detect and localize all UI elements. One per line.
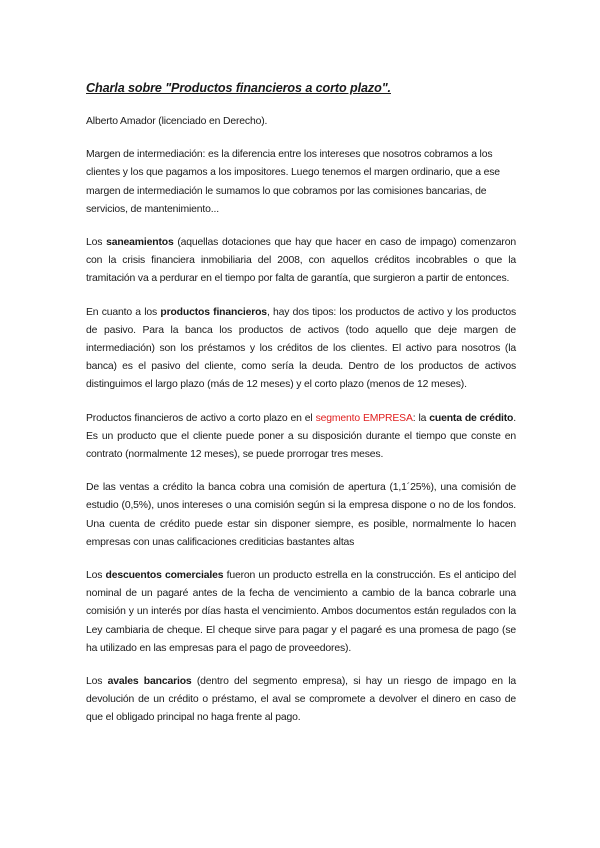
paragraph-avales (86, 673, 516, 728)
text-run: . Es un producto que el cliente puede poner a su disposición durante el tiempo que conste en contrato (normalmente 12 meses), se puede prorrogar tres meses. (86, 412, 517, 461)
paragraph-margen: Margen de intermediación: es la diferencia entre los intereses que nosotros cobramos a los clientes y los que pagamos a los impositores. Luego tenemos el margen ordinario, que a ese margen de intermediación le sumamos lo que cobramos por las comisiones bancarias, de servicios, de mantenimiento... (86, 149, 500, 215)
paragraph-descuentos (86, 567, 516, 658)
paragraph-comisiones: De las ventas a crédito la banca cobra una comisión de apertura (1,1´25%), una comisión de estudio (0,5%), unos intereses o una comisión según si la empresa dispone o no de los fondos. Una cuenta de crédito puede estar sin disponer siempre, es posible, normalmente lo hacen empresas con unas calificaciones crediticias bastantes altas (86, 482, 516, 548)
text-run: , hay dos tipos: los productos de activo y los productos de pasivo. Para la banca los productos de activos (todo aquello que deje margen de intermediación) son los préstamos y los créditos de los clientes. El activo para nosotros (la banca) es el pasivo del cliente, como sería la deuda. Dentro de los productos de activos distinguimos el largo plazo (más de 12 meses) y el corto plazo (menos de 12 meses). (86, 306, 517, 391)
text-run: Los (86, 570, 106, 582)
text-run: En cuanto a los (86, 306, 161, 318)
term-saneamientos: saneamientos (106, 237, 174, 249)
text-run: : la (412, 412, 430, 424)
term-descuentos-comerciales: descuentos comerciales (105, 570, 224, 582)
term-productos-financieros: productos financieros (160, 306, 267, 318)
paragraph-saneamientos (86, 234, 516, 289)
text-run: Los (86, 237, 107, 249)
paragraph-productos-financieros (86, 304, 516, 395)
author-line: Alberto Amador (licenciado en Derecho). (86, 116, 268, 127)
text-run: Los (86, 676, 108, 688)
term-avales-bancarios: avales bancarios (107, 676, 192, 688)
text-run: Productos financieros de activo a corto plazo en el (86, 412, 316, 424)
text-run: (aquellas dotaciones que hay que hacer en caso de impago) comenzaron con la crisis financiera inmobiliaria del 2008, con aquellos créditos incobrables o que la tramitación va a perdurar en el tiempo por falta de garantía, que surgieron a partir de entonces. (86, 237, 516, 285)
document-body (86, 80, 516, 743)
segmento-empresa-highlight: segmento EMPRESA (315, 412, 413, 424)
text-run: fueron un producto estrella en la construcción. Es el anticipo del nominal de un pagaré antes de la fecha de vencimiento a cambio de la banca cobrarle una comisión y un interés por días hasta el vencimiento. Ambos documentos están regulados con la Ley cambiaria de cheque. El cheque sirve para pagar y el pagaré es una promesa de pago (se ha utilizado en las empresas para el pago de proveedores). (86, 570, 517, 654)
paragraph-cuenta-credito (86, 410, 516, 465)
document-title: Charla sobre "Productos financieros a corto plazo". (86, 81, 391, 95)
term-cuenta-credito: cuenta de crédito (429, 412, 514, 424)
text-run: (dentro del segmento empresa), si hay un riesgo de impago en la devolución de un crédito o préstamo, el aval se compromete a devolver el dinero en caso de que el obligado principal no haga frente al pago. (86, 676, 516, 724)
